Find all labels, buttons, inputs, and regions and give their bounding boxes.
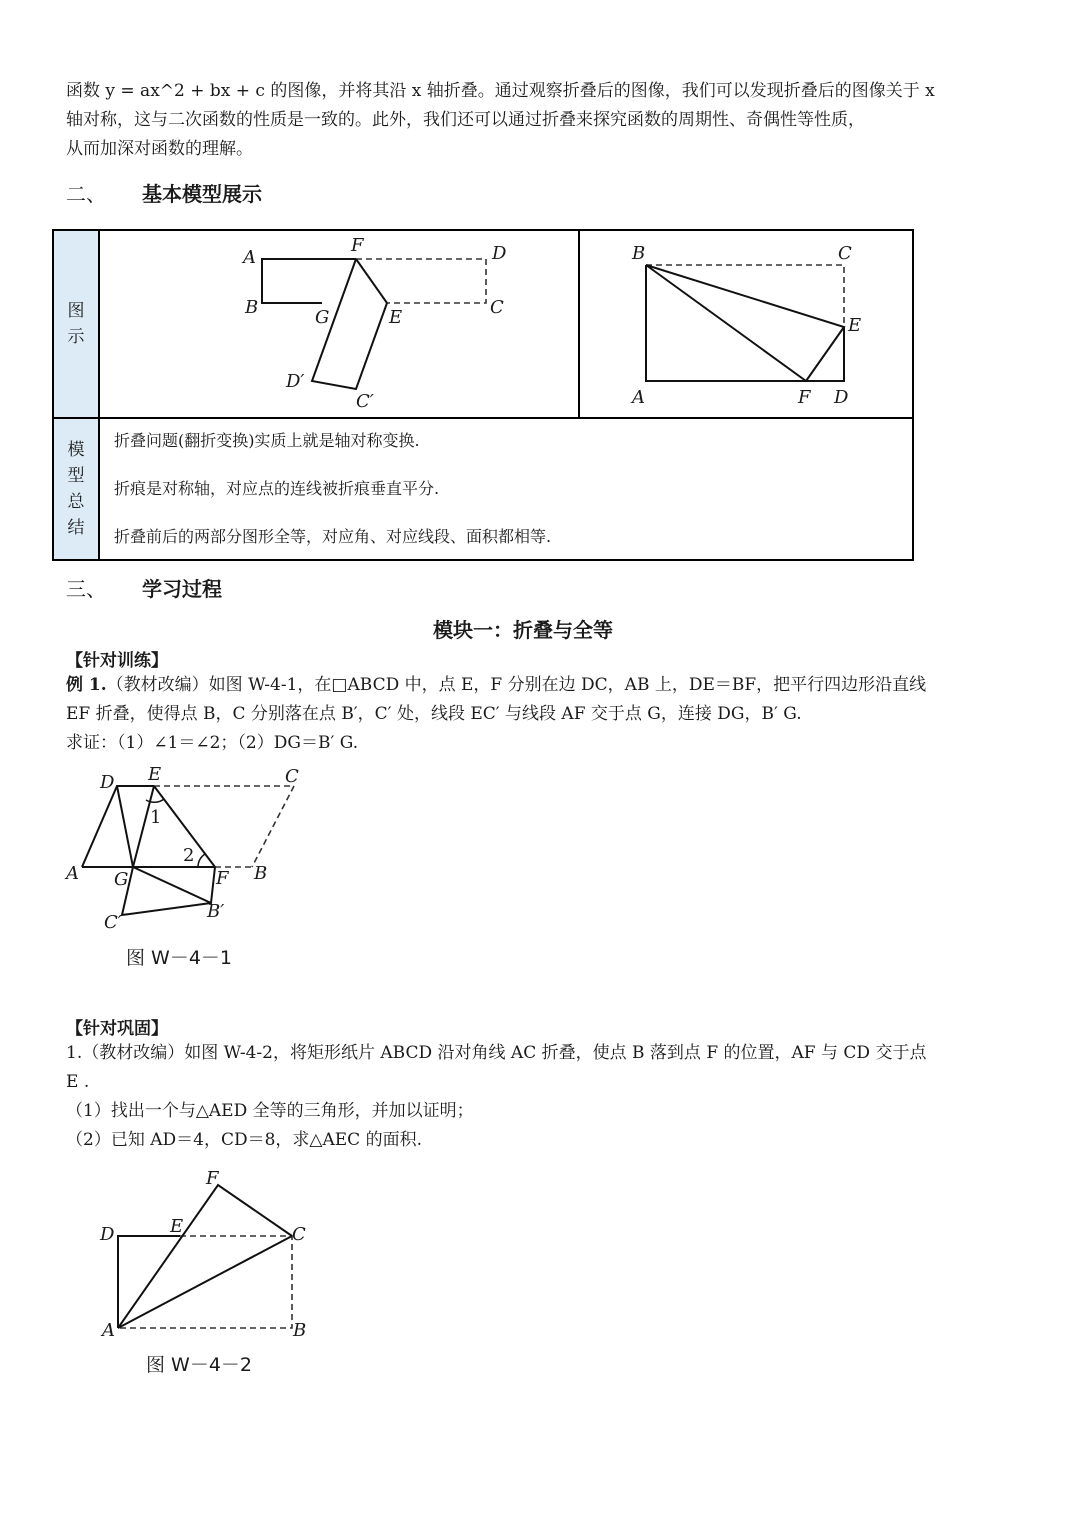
crease-BF xyxy=(646,265,806,381)
segment-GB-prime xyxy=(133,867,211,903)
fig2-label-E: E xyxy=(848,315,862,336)
unfolded-edges xyxy=(154,786,294,867)
fig2-label-F: F xyxy=(798,387,811,408)
intro-line-2: 轴对称，这与二次函数的性质是一致的。此外，我们还可以通过折叠来探究函数的周期性、奇偶性等性质， xyxy=(66,110,865,130)
intro-line-3: 从而加深对函数的理解。 xyxy=(66,139,253,159)
fig1-label-B: B xyxy=(245,297,259,318)
example-line-1: （教材改编）如图 W-4-1，在□ABCD 中，点 E，F 分别在边 DC，AB 上，DE＝BF，把平行四边形沿直线 xyxy=(106,675,927,695)
figure-caption-w-4-1: 图 W－4－1 xyxy=(126,947,233,969)
fig1-label-A: A xyxy=(243,247,256,268)
summary-point-1: 折叠问题(翻折变换)实质上就是轴对称变换. xyxy=(114,431,420,450)
w41-label-C-prime: C′ xyxy=(104,912,122,933)
w42-label-F: F xyxy=(206,1168,219,1189)
question-line-2: E . xyxy=(66,1072,90,1092)
question-1 xyxy=(66,1039,986,1155)
w42-label-E: E xyxy=(170,1216,184,1237)
model-figure-1 xyxy=(99,230,579,418)
w41-label-G: G xyxy=(114,869,129,890)
w41-label-D: D xyxy=(100,772,115,793)
figure-caption-w-4-2: 图 W－4－2 xyxy=(146,1354,253,1376)
fig2-label-B: B xyxy=(632,243,646,264)
w41-label-B-prime: B′ xyxy=(207,901,225,922)
w41-label-B: B xyxy=(254,863,268,884)
folded-triangle xyxy=(118,1185,292,1328)
figure-w-4-2 xyxy=(90,1160,330,1350)
diagonal-AC xyxy=(118,1236,292,1328)
fig2-label-D: D xyxy=(834,387,849,408)
summary-point-2: 折痕是对称轴，对应点的连线被折痕垂直平分. xyxy=(114,479,440,498)
fig1-label-E: E xyxy=(389,307,403,328)
example-1 xyxy=(66,671,986,758)
model-summary xyxy=(99,418,913,560)
example-line-3: 求证：（1）∠1＝∠2；（2）DG＝B′ G. xyxy=(66,733,359,753)
model-figure-2 xyxy=(579,230,913,418)
example-label: 例 1. xyxy=(66,675,107,695)
fold-diagonal-diagram xyxy=(580,231,912,413)
intro-paragraph xyxy=(66,77,986,164)
unfolded-part xyxy=(356,259,486,303)
question-line-4: （2）已知 AD＝4，CD＝8，求△AEC 的面积. xyxy=(66,1130,422,1150)
crease-FE xyxy=(356,259,387,303)
w41-label-A: A xyxy=(66,863,79,884)
w42-label-C: C xyxy=(292,1224,306,1245)
angle-1-arc xyxy=(146,799,164,802)
model-table xyxy=(52,229,914,561)
w41-label-F: F xyxy=(216,868,229,889)
section-number: 三、 xyxy=(66,577,106,601)
fig1-label-G: G xyxy=(315,307,330,328)
w41-label-E: E xyxy=(148,764,162,785)
section-heading-3 xyxy=(66,573,222,602)
fold-rectangle-diagram xyxy=(100,231,578,413)
fig1-label-F: F xyxy=(351,235,364,256)
section-title: 基本模型展示 xyxy=(142,182,262,206)
section-number: 二、 xyxy=(66,182,106,206)
question-line-3: （1）找出一个与△AED 全等的三角形，并加以证明； xyxy=(66,1101,474,1121)
w42-label-B: B xyxy=(293,1320,307,1341)
rectangle-edges xyxy=(646,265,844,381)
training-tag: 【针对训练】 xyxy=(66,651,168,671)
fig2-label-C: C xyxy=(838,243,852,264)
fig2-label-A: A xyxy=(632,387,645,408)
section-title: 学习过程 xyxy=(142,577,222,601)
w41-angle-2: 2 xyxy=(183,845,195,866)
figure-w-4-1 xyxy=(60,760,320,940)
question-label: 1. xyxy=(66,1043,83,1063)
summary-point-3: 折叠前后的两部分图形全等，对应角、对应线段、面积都相等. xyxy=(114,527,552,546)
segment-DG xyxy=(117,786,133,867)
question-line-1: （教材改编）如图 W-4-2，将矩形纸片 ABCD 沿对角线 AC 折叠，使点 B 落到点 F 的位置，AF 与 CD 交于点 xyxy=(82,1043,927,1063)
section-heading-2 xyxy=(66,178,262,207)
fig1-label-D-prime: D′ xyxy=(286,371,305,392)
example-line-2: EF 折叠，使得点 B，C 分别落在点 B′，C′ 处，线段 EC′ 与线段 AF 交于点 G，连接 DG，B′ G. xyxy=(66,704,802,724)
folded-triangle xyxy=(646,265,844,381)
consolidate-tag: 【针对巩固】 xyxy=(66,1019,168,1039)
w42-label-D: D xyxy=(100,1224,115,1245)
row-label-summary: 模 型 总 结 xyxy=(53,418,99,560)
w41-angle-1: 1 xyxy=(150,807,162,828)
intro-line-1: 函数 y = ax^2 + bx + c 的图像，并将其沿 x 轴折叠。通过观察折叠后的图像，我们可以发现折叠后的图像关于 x xyxy=(66,81,935,101)
row-label-figure: 图 示 xyxy=(53,230,99,418)
angle-2-arc xyxy=(198,854,205,867)
fig1-label-C: C xyxy=(490,297,504,318)
w41-label-C: C xyxy=(285,766,299,787)
fig1-label-C-prime: C′ xyxy=(356,391,374,412)
fig1-label-D: D xyxy=(492,243,507,264)
w42-label-A: A xyxy=(102,1320,115,1341)
module-title: 模块一：折叠与全等 xyxy=(433,618,613,642)
